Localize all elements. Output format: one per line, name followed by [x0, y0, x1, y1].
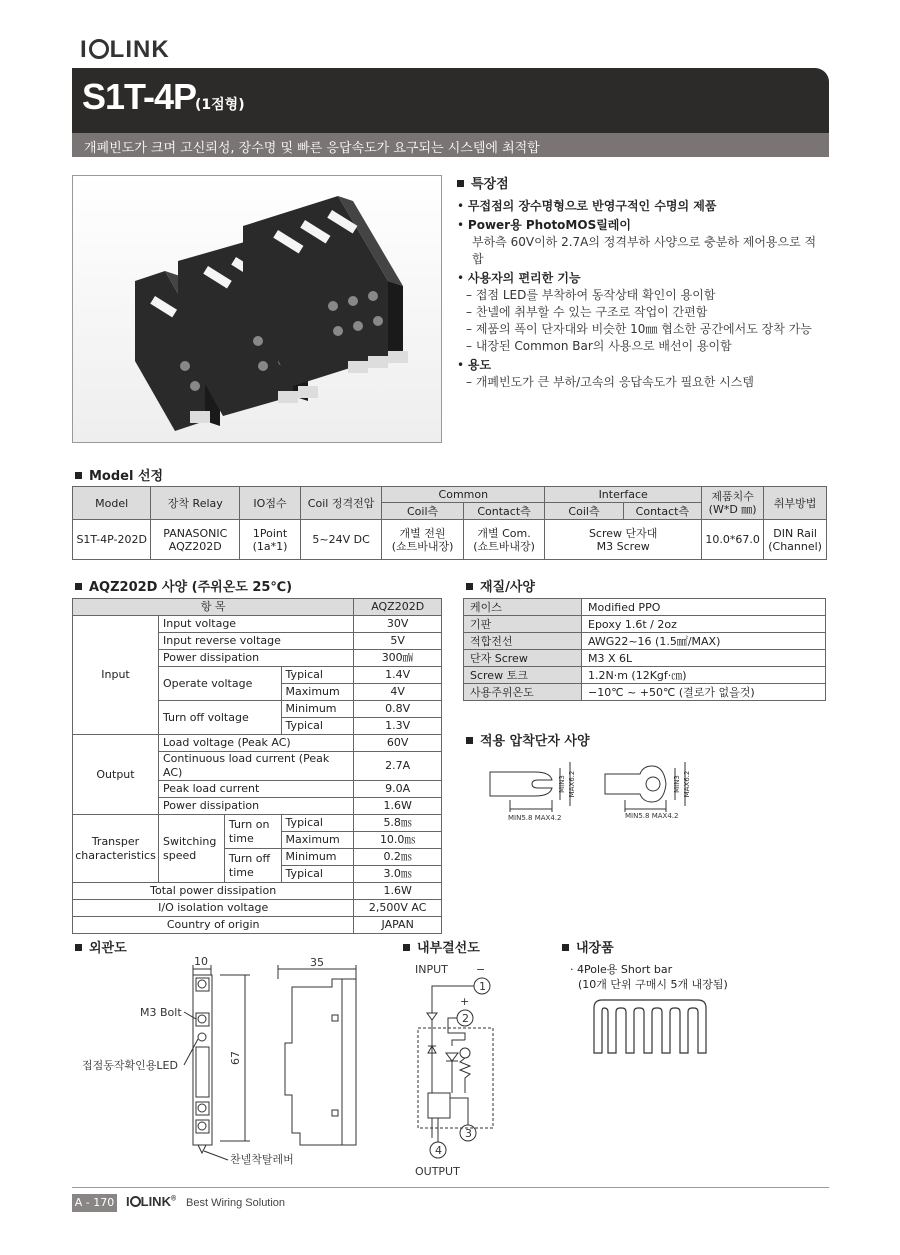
row-label: 케이스	[464, 599, 582, 616]
cell: 4V	[354, 684, 442, 701]
cell: 1.4V	[354, 667, 442, 684]
feature-subitem: – 개폐빈도가 큰 부하/고속의 응답속도가 필요한 시스템	[466, 375, 754, 389]
svg-text:MIN3: MIN3	[673, 775, 681, 793]
group-label: Input	[73, 616, 159, 735]
cell: 2,500V AC	[354, 900, 442, 917]
feature-subitem: – 찬넬에 취부할 수 있는 구조로 작업이 간편함	[466, 305, 708, 319]
col-header: 장착 Relay	[151, 487, 240, 520]
square-bullet-icon	[562, 944, 569, 951]
cell: DIN Rail (Channel)	[764, 520, 827, 560]
col-header: 취부방법	[764, 487, 827, 520]
cell: 2.7A	[354, 752, 442, 781]
svg-text:찬넬착탈레버: 찬넬착탈레버	[230, 1153, 294, 1166]
terminal-heading: 적용 압착단자 사양	[466, 730, 590, 749]
row-label: Operate voltage	[158, 667, 281, 701]
crimp-terminal-diagram	[480, 760, 720, 825]
col-header: Coil 정격전압	[300, 487, 382, 520]
table-row	[73, 520, 827, 560]
row-label: Load voltage (Peak AC)	[158, 735, 353, 752]
row-label: I/O isolation voltage	[73, 900, 354, 917]
table-row	[464, 684, 826, 701]
svg-text:MIN3: MIN3	[558, 775, 566, 793]
page-number: A - 170	[72, 1194, 117, 1212]
row-label: Maximum	[281, 832, 354, 849]
col-header: Interface	[545, 487, 702, 503]
feature-item: • 사용자의 편리한 기능	[457, 271, 581, 285]
brand-logo: I LINK	[80, 36, 170, 63]
spec-table	[72, 598, 442, 934]
accessory-text	[570, 962, 728, 992]
row-label: Typical	[281, 667, 354, 684]
group-label: Output	[73, 735, 159, 815]
logo-ring-icon	[130, 1196, 141, 1207]
svg-text:1: 1	[479, 980, 486, 993]
cell: JAPAN	[354, 917, 442, 934]
square-bullet-icon	[75, 583, 82, 590]
col-header: Contact측	[463, 503, 545, 520]
page-title-sub: (1점형)	[195, 97, 245, 113]
accessory-heading: 내장품	[562, 937, 614, 956]
spec-heading: AQZ202D 사양 (주위온도 25℃)	[75, 576, 292, 595]
svg-text:MAX6.2: MAX6.2	[683, 770, 691, 798]
svg-text:3: 3	[465, 1127, 472, 1140]
svg-text:M3 Bolt: M3 Bolt	[140, 1006, 182, 1019]
cell: 1.3V	[354, 718, 442, 735]
col-header: Coil측	[382, 503, 464, 520]
svg-text:−: −	[476, 963, 486, 976]
svg-text:35: 35	[310, 956, 324, 969]
svg-text:MAX6.2: MAX6.2	[568, 770, 576, 798]
row-label: Maximum	[281, 684, 354, 701]
square-bullet-icon	[403, 944, 410, 951]
table-row	[464, 667, 826, 684]
material-table	[463, 598, 826, 701]
page-title: S1T-4P	[82, 76, 197, 117]
row-label: Typical	[281, 866, 354, 883]
square-bullet-icon	[75, 472, 82, 479]
svg-text:INPUT: INPUT	[415, 963, 448, 976]
cell: S1T-4P-202D	[73, 520, 151, 560]
features-block	[457, 176, 827, 391]
row-label: Turn off time	[224, 849, 281, 883]
features-heading: 특장점	[457, 176, 827, 193]
cell: 5~24V DC	[300, 520, 382, 560]
cell: −10℃ ~ +50℃ (결로가 없을것)	[582, 684, 826, 701]
square-bullet-icon	[457, 180, 464, 187]
svg-text:MIN5.8 MAX4.2: MIN5.8 MAX4.2	[625, 812, 679, 820]
footer-tagline: Best Wiring Solution	[186, 1197, 286, 1209]
wiring-diagram	[410, 958, 520, 1180]
col-header: Contact측	[623, 503, 701, 520]
square-bullet-icon	[75, 944, 82, 951]
cell: 개별 전원 (쇼트바내장)	[382, 520, 464, 560]
row-label: Minimum	[281, 701, 354, 718]
page-subtitle: 개폐빈도가 크며 고신뢰성, 장수명 및 빠른 응답속도가 요구되는 시스템에 최적합	[84, 141, 540, 156]
cell: AWG22~16 (1.5㎟/MAX)	[582, 633, 826, 650]
col-header: AQZ202D	[354, 599, 442, 616]
row-label: Power dissipation	[158, 650, 353, 667]
cell: Epoxy 1.6t / 2oz	[582, 616, 826, 633]
cell: 3.0㎳	[354, 866, 442, 883]
table-row	[464, 650, 826, 667]
row-label: Total power dissipation	[73, 883, 354, 900]
footer-logo: I LINK®	[126, 1194, 177, 1209]
cell: 0.8V	[354, 701, 442, 718]
group-label: Transper characteristics	[73, 815, 159, 883]
row-label: 적합전선	[464, 633, 582, 650]
col-header: 제품치수 (W*D ㎜)	[702, 487, 764, 520]
cell: 0.2㎳	[354, 849, 442, 866]
table-row	[464, 616, 826, 633]
row-label: Switching speed	[158, 815, 224, 883]
short-bar-icon	[590, 998, 720, 1058]
cell: 10.0*67.0	[702, 520, 764, 560]
cell: M3 X 6L	[582, 650, 826, 667]
feature-item: • 용도	[457, 358, 492, 372]
outline-drawing	[80, 955, 380, 1175]
row-label: Input reverse voltage	[158, 633, 353, 650]
row-label: Country of origin	[73, 917, 354, 934]
row-label: Minimum	[281, 849, 354, 866]
accessory-item: (10개 단위 구매시 5개 내장됨)	[578, 978, 728, 991]
row-label: 사용주위온도	[464, 684, 582, 701]
cell: PANASONIC AQZ202D	[151, 520, 240, 560]
col-header: 항 목	[73, 599, 354, 616]
col-header: IO점수	[240, 487, 301, 520]
accessory-item: · 4Pole용 Short bar	[570, 963, 673, 976]
feature-item: • Power용 PhotoMOS릴레이	[457, 218, 631, 232]
row-label: Turn on time	[224, 815, 281, 849]
row-label: Power dissipation	[158, 798, 353, 815]
table-row	[464, 633, 826, 650]
svg-text:2: 2	[462, 1012, 469, 1025]
square-bullet-icon	[466, 737, 473, 744]
feature-subitem: – 제품의 폭이 단자대와 비슷한 10㎜ 협소한 공간에서도 장착 가능	[466, 322, 812, 336]
footer-divider	[72, 1187, 829, 1188]
cell: 300㎽	[354, 650, 442, 667]
logo-ring-icon	[89, 39, 109, 59]
square-bullet-icon	[466, 583, 473, 590]
svg-text:67: 67	[229, 1051, 242, 1065]
row-label: Input voltage	[158, 616, 353, 633]
svg-text:+: +	[460, 995, 470, 1008]
cell: 9.0A	[354, 781, 442, 798]
row-label: 기판	[464, 616, 582, 633]
row-label: Screw 토크	[464, 667, 582, 684]
feature-subitem: 부하측 60V이하 2.7A의 정격부하 사양으로 충분하 제어용으로 적합	[472, 235, 817, 266]
cell: Modified PPO	[582, 599, 826, 616]
outline-heading: 외관도	[75, 937, 127, 956]
model-heading: Model 선정	[75, 465, 163, 484]
row-label: Peak load current	[158, 781, 353, 798]
cell: 10.0㎳	[354, 832, 442, 849]
cell: 1.6W	[354, 883, 442, 900]
material-heading: 재질/사양	[466, 576, 535, 595]
wiring-heading: 내부결선도	[403, 937, 480, 956]
svg-text:접점동작확인용LED: 접점동작확인용LED	[82, 1059, 178, 1072]
cell: 5.8㎳	[354, 815, 442, 832]
cell: 1.6W	[354, 798, 442, 815]
col-header: Common	[382, 487, 545, 503]
svg-text:MIN5.8 MAX4.2: MIN5.8 MAX4.2	[508, 814, 562, 822]
row-label: Turn off voltage	[158, 701, 281, 735]
row-label: Continuous load current (Peak AC)	[158, 752, 353, 781]
row-label: Typical	[281, 815, 354, 832]
svg-text:OUTPUT: OUTPUT	[415, 1165, 460, 1178]
svg-text:4: 4	[435, 1144, 442, 1157]
feature-subitem: – 내장된 Common Bar의 사용으로 배선이 용이함	[466, 339, 732, 353]
feature-item: • 무접점의 장수명형으로 반영구적인 수명의 제품	[457, 199, 717, 213]
cell: 1.2N·m (12Kgf·㎝)	[582, 667, 826, 684]
row-label: Typical	[281, 718, 354, 735]
cell: 1Point (1a*1)	[240, 520, 301, 560]
col-header: Model	[73, 487, 151, 520]
cell: 개별 Com. (쇼트바내장)	[463, 520, 545, 560]
product-photo	[72, 175, 442, 443]
row-label: 단자 Screw	[464, 650, 582, 667]
table-row	[464, 599, 826, 616]
cell: Screw 단자대 M3 Screw	[545, 520, 702, 560]
cell: 60V	[354, 735, 442, 752]
cell: 5V	[354, 633, 442, 650]
feature-subitem: – 접점 LED를 부착하여 동작상태 확인이 용이함	[466, 288, 716, 302]
model-table	[72, 486, 827, 560]
cell: 30V	[354, 616, 442, 633]
svg-text:10: 10	[194, 955, 208, 968]
col-header: Coil측	[545, 503, 623, 520]
